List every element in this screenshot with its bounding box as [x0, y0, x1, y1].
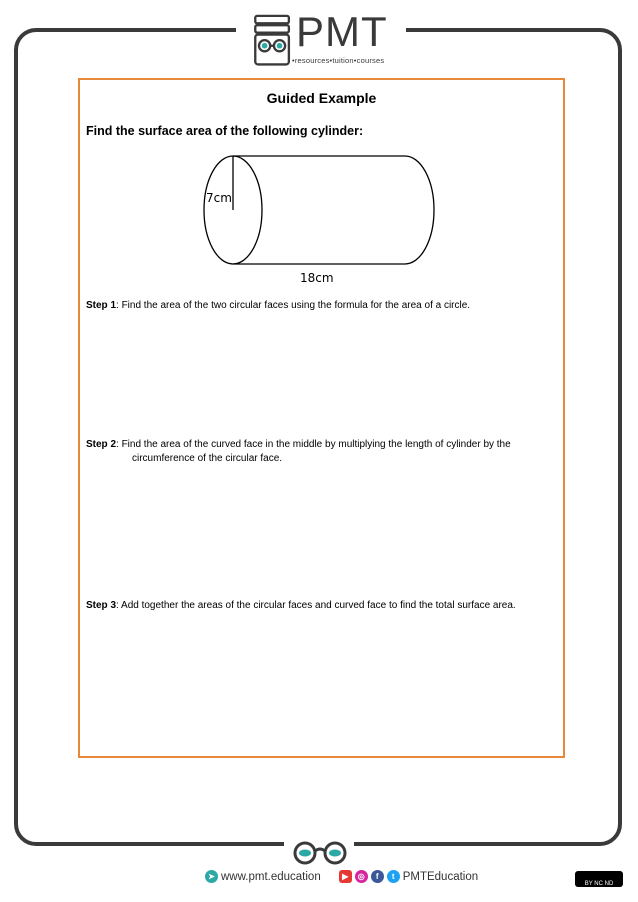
youtube-icon[interactable]: ▶ [339, 870, 352, 883]
facebook-icon[interactable]: f [371, 870, 384, 883]
step-1-label: Step 1 [86, 300, 117, 311]
cylinder-body [233, 156, 434, 264]
length-label: 18cm [300, 271, 334, 285]
license-text: BY NC ND [584, 881, 614, 887]
creative-commons-badge [575, 871, 623, 887]
worksheet-title: Guided Example [266, 90, 377, 106]
logo-tagline: •resources•tuition•courses [292, 56, 385, 65]
glasses-icon [290, 840, 350, 866]
question-text: Find the surface area of the following cylinder: [86, 124, 364, 138]
cursor-icon: ➤ [205, 870, 218, 883]
logo-text: PMT [296, 8, 388, 55]
step-3-text: : Add together the areas of the circular faces and curved face to find the total surface area. [116, 600, 516, 611]
step-2-text-continued: circumference of the circular face. [132, 453, 283, 464]
instagram-icon[interactable]: ◎ [355, 870, 368, 883]
step-1 [86, 299, 470, 313]
step-1-text: : Find the area of the two circular faces using the formula for the area of a circle. [116, 300, 471, 311]
step-2-text: : Find the area of the curved face in the middle by multiplying the length of cylinder by the [116, 439, 511, 450]
step-2-label: Step 2 [86, 439, 117, 450]
step-3-label: Step 3 [86, 600, 117, 611]
radius-label: 7cm [206, 191, 232, 205]
step-2 [86, 438, 511, 466]
social-handle[interactable]: PMTEducation [402, 870, 479, 883]
twitter-icon[interactable]: t [387, 870, 400, 883]
pmt-logo-icon [248, 14, 298, 70]
website-link[interactable]: www.pmt.education [221, 870, 321, 883]
cylinder-diagram [200, 150, 440, 290]
step-3 [86, 599, 516, 613]
footer [205, 870, 478, 883]
